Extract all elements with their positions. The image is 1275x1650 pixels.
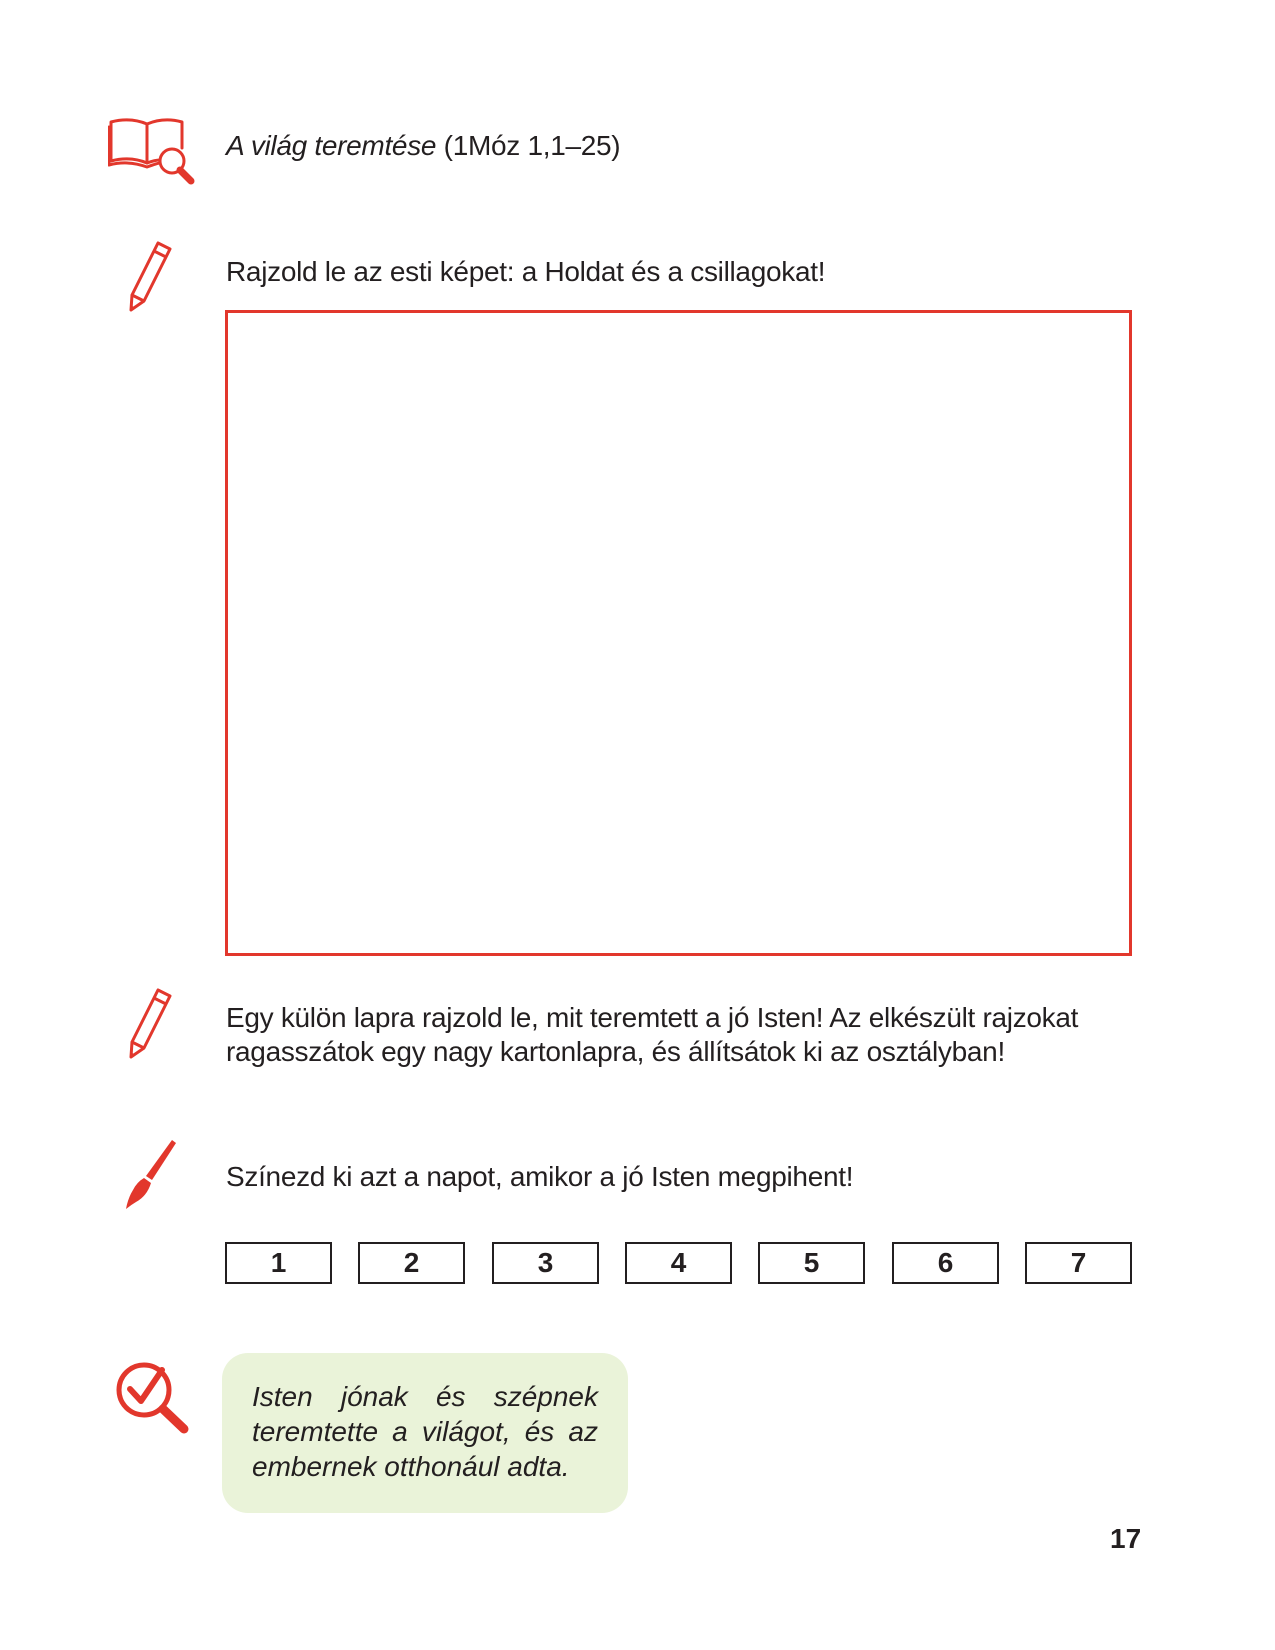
paintbrush-icon bbox=[124, 1138, 178, 1212]
page-number: 17 bbox=[1110, 1523, 1142, 1554]
day-boxes bbox=[225, 1242, 1132, 1284]
book-magnifier-icon bbox=[108, 114, 198, 186]
reading-title bbox=[226, 129, 620, 163]
drawing-area[interactable] bbox=[225, 310, 1132, 956]
check-magnifier-icon bbox=[114, 1360, 192, 1436]
day-box-7[interactable]: 7 bbox=[1025, 1242, 1132, 1284]
pencil-icon bbox=[128, 987, 174, 1061]
reading-reference: (1Móz 1,1–25) bbox=[436, 130, 621, 161]
day-box-1[interactable]: 1 bbox=[225, 1242, 332, 1284]
day-box-2[interactable]: 2 bbox=[358, 1242, 465, 1284]
task-1-text: Rajzold le az esti képet: a Holdat és a csillagokat! bbox=[226, 256, 826, 287]
pencil-icon bbox=[128, 240, 174, 314]
summary-box: Isten jónak és szépnek teremtette a világot, és az embernek otthonául adta. bbox=[222, 1353, 628, 1513]
task-2-text: Egy külön lapra rajzold le, mit teremtett a jó Isten! Az elkészült rajzokat ragasszátok egy nagy kartonlapra, és állítsátok ki az osztályban! bbox=[226, 1002, 1079, 1067]
day-box-4[interactable]: 4 bbox=[625, 1242, 732, 1284]
task-3-text: Színezd ki azt a napot, amikor a jó Isten megpihent! bbox=[226, 1161, 854, 1192]
reading-title-italic: A világ teremtése bbox=[226, 130, 437, 161]
day-box-5[interactable]: 5 bbox=[758, 1242, 865, 1284]
day-box-6[interactable]: 6 bbox=[892, 1242, 999, 1284]
day-box-3[interactable]: 3 bbox=[492, 1242, 599, 1284]
